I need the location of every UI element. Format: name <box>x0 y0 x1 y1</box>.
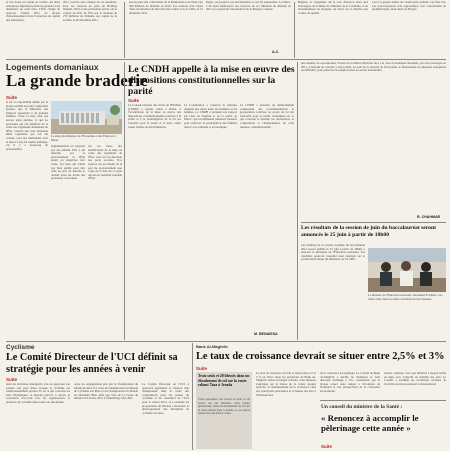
ministry-building-photo <box>51 101 122 134</box>
cndh-body-col1: Le Conseil national des droits de l'Homme (CNDH) a appelé, lundi à Rabat, à l'accélération de la mise en œuvre des dispositions constitutionnelles relatives à la parité et à la promulgation de la loi sur l'autorité pour la parité et la lutte contre toutes formes de discrimination. <box>128 103 182 129</box>
bac-title: Les résultats de la session de juin du baccalauréat seront annoncés le 25 juin à partir de 18h00 <box>301 225 436 238</box>
bac-body: Les résultats de la session normale du baccalauréat 2012 seront publiés le 25 juin à partir de 18h00, a annoncé le ministère de l'Éducation nationale. Les candidats pourront consulter leurs résultats sur le portail électronique du ministère ou via SMS. <box>301 243 366 262</box>
column-divider <box>297 62 298 340</box>
right-article-signature: R. CHAHMAR <box>417 215 441 219</box>
cndh-body-col2: La Constitution a consacré le principe d'égalité des droits entre les hommes et les femmes. Le CNDH a présenté son rapport sur l'état de l'égalité et de la parité au Maroc, qui recommande plusieurs mesures pour renforcer la participation des femmes dans la vie politique et économique. <box>184 103 238 129</box>
column-divider <box>294 2 295 58</box>
middle-rule <box>6 341 446 342</box>
right-article-body: une manière de repositionner l'action de la Maison Blanche face à la crise économique mondiale, qui s'est prolongée en 2011. L'autorité de contrôle a ainsi établi, au nom de la sécurité de l'économie, le financement de plusieurs entreprises en difficulté, pour préserver les emplois dans le secteur automobile. <box>301 61 447 73</box>
top-strip-col4: Régie, ont jusqu'ici pas été finalisées et ont été suspendues. Le Maroc a dû ainsi rembourser des créances de 2,1 milliards de dirhams en 2011 en consacrant l'autorisation de la Banque Centrale. <box>206 0 292 12</box>
column-divider <box>124 2 125 58</box>
exam-photo-caption: Le ministre de l'Éducation nationale, Mohamed El Ouafa, lors d'une visite dans un centre d'examen du baccalauréat. <box>368 293 443 301</box>
bam-box-title: Trois seuls et 20 blessés dans un éboulement de sol sur la route reliant Taza à Jerada <box>198 374 250 388</box>
top-strip-col1: si l'un d'eux est vendu en voiture, les deux entreprises figuraient parmi les grands et les détenteurs de cette liste. L'État chargé de pourvoir l'année 2011 un niveau d'investissement avant l'ouverture du capital des entreprises. <box>6 0 61 22</box>
left-article-body-col2: réglementation n'a toujours pas été publiée. Elle a été interdite par le gouvernement et l'État aurait pu empêcher leur vente. Un bien qui n'était pas bien publié peut être cédé au prix de marché et obtenir ainsi les droits des personnes concernées. <box>51 144 86 181</box>
left-article-title: La grande braderie <box>6 71 148 90</box>
top-strip-signature: A.C. <box>272 50 280 54</box>
cycling-body-col2: outre les engagements pris par le Championnat du Monde Route UCI, ceux du Championnat du Monde de Cyclisme sur Piste et du Championnat du Monde de Mountain Bike ainsi que ceux de la Coupe du Monde UCI Route 2012 à Valkenburg, Pays-Bas. <box>74 382 139 401</box>
left-article-kicker: Logements domaniaux <box>6 62 99 72</box>
top-strip-col6: tout à ce grand cabinet de conseil qu'il souhaite voir finir l'an. Les préoccupations sont rapprochées, avec l'automobile en première ligne, mais aussi en Europe. <box>372 0 447 12</box>
cndh-body-col3: Le CNDH a présenté un mémorandum comprenant des recommandations et propositions relatives au projet de loi sur l'Autorité pour la parité, notamment en ce qui concerne le mandat, les attributions, la composition et l'indépendance de cette instance constitutionnelle. <box>240 103 295 129</box>
cndh-article-title: Le CNDH appelle à la mise en œuvre des dispositions constitutionnelles sur la parité <box>128 64 295 97</box>
bam-section: Bank Al-Maghrib <box>196 344 228 349</box>
cycling-suite: Suite <box>6 377 18 382</box>
left-article-body-col3: sur les listes des bénéficiaires de la mise en vente des logements de l'État, tout ceci en direction des parts sociales. Nos sources ont pu obtenir de la part du gouvernement une copie de la liste de ce sujet qui est un véritable scandale d'État. <box>88 144 123 181</box>
column-divider <box>124 62 125 340</box>
bam-body-col1: Le taux de croissance devrait se situer entre 2,5 et 3 % en 2012, selon les prévisions de Bank Al-Maghrib. Selon la banque centrale, cette situation s'explique par la baisse de la valeur ajoutée agricole, le ralentissement de la croissance chez nos principaux partenaires et la hausse des prix à l'international. <box>256 371 317 397</box>
cycling-body-col1: dans les territoires émergents, tout en apportant son soutien aux pays hôtes lorsque le cyclisme est traditionnellement présent. Et en ce qui concerne les Jeux Olympiques, le mandat prévoit, à travers la conclusion d'accords avec les organisateurs, la présence du cyclisme dans toutes ses disciplines. <box>6 382 71 404</box>
ministry-photo-caption: Le siège du ministère de l'Économie et des Finances à Rabat. <box>51 134 116 142</box>
sante-suite: Suite <box>321 444 333 449</box>
left-article-suite: Suite <box>6 95 18 100</box>
sante-title: « Renoncez à accomplir le pèlerinage cette année » <box>321 413 419 433</box>
bac-top-rule <box>301 222 446 223</box>
bam-news-box <box>196 372 252 449</box>
top-strip-col2: 2011, relative aux comptes de ces dernières. Pour les cessions de parts du Holding Wendel, l'Etat et des partenaires privés ont le contrat en 2011 de 30% par le montant de 270 millions de dirhams. Au capital de la société, le 40 décembre 2011. <box>63 0 118 22</box>
cndh-article-suite: Suite <box>128 98 140 103</box>
top-strip-col5: Hégèrie, le cinquième, dit le tour d'horizon ainsi qu'à l'envergure de la filière de véhicules de la Colombie, et un investissement de marques ont lancé sur le marché une voiture de qualité. <box>298 0 369 15</box>
cycling-title: Le Comité Directeur de l'UCI définit sa stratégie pour les années à venir <box>6 352 178 375</box>
column-divider <box>192 343 193 450</box>
bam-title: Le taux de croissance devrait se situer entre 2,5% et 3% <box>196 351 445 362</box>
bam-body-col2: de la croissance économique. Le Conseil de Bank Al-Maghrib a décidé de maintenir le taux directeur inchangé à 3%, considérant que le niveau actuel reste adapté à l'évolution de l'inflation et aux perspectives de la croissance économique. <box>320 371 381 393</box>
cycling-section: Cyclisme <box>6 344 35 351</box>
bam-body-col3: restent contenus, avec une inflation à moyen terme en ligne avec l'objectif de stabilité des prix. Le Conseil a examiné les évolutions récentes de l'activité au niveau national et international. <box>384 371 447 386</box>
cycling-body-col3: Le Comité Directeur de l'UCI a approuvé également la création d'un championnat dans le cadre des compétitions pour les jeunes du cyclisme et du calendrier de l'UCI pour la saison 2013. Il a examiné les propositions du Bureau concernant le développement des disciplines de cyclisme sur piste. <box>142 382 190 415</box>
bam-suite: Suite <box>196 366 208 371</box>
top-strip-rule <box>6 59 446 60</box>
left-article-body-col1: Il est vu aujourd'hui même par la presse rendant au point compromis parents, que le Ministère des finances appartient à de grandes familles. Toute la liste n'est pas encore prête publiée, et qui les personnes qui ont bénéficié de la vente des logements domaniaux de l'État. Chacun des cent cinquante mille logements qui ont été vendus, sont des immeubles dont la liste n'a pas été rendue publique, car il y a beaucoup de personnalités. <box>6 100 49 151</box>
exam-image <box>368 248 446 292</box>
sante-section: Un conseil du ministre de la Santé : <box>321 404 403 410</box>
exam-photo <box>368 248 446 292</box>
top-strip-col3: sur les parts des collectivités de la Mamounia et de l'hôtel sur 300 millions de dirhams en 2010. Les cessions font l'objet d'une autorisation du directeur des cadres et de la CDG, le 12 décembre 2011. <box>129 0 204 15</box>
building-image <box>51 101 122 134</box>
cndh-signature: M. BENAISSA <box>254 332 278 336</box>
bam-box-body: Trois personnes ont trouvé la mort et 20 autres ont été blessées, dont quatre grièvement, dans un éboulement de sol sur la route reliant Taza à Jerada, a-t-on appris auprès des autorités locales. <box>198 397 251 416</box>
sante-box <box>320 400 446 451</box>
